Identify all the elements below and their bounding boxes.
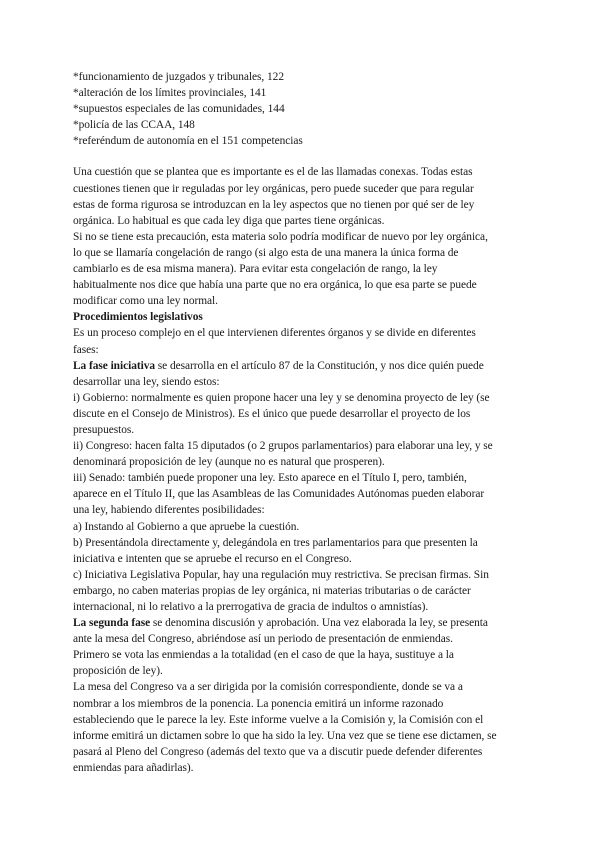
text-line: Una cuestión que se plantea que es importante es el de las llamadas conexas. Todas estas [73,166,473,179]
text-line: fases: [73,343,99,356]
text-line: Si no se tiene esta precaución, esta materia solo podría modificar de nuevo por ley orgánica, [73,230,488,243]
text-line: presupuestos. [73,423,135,436]
text-line: proposición de ley). [73,665,163,678]
text-line: iniciativa e intenten que se apruebe el recurso en el Congreso. [73,552,352,565]
text-line: una ley, habiendo diferentes posibilidades: [73,504,265,517]
list-item: *funcionamiento de juzgados y tribunales, 122 [73,71,284,83]
text-line: estas de forma rigurosa se introduzcan en la ley aspectos que no tienen por qué ser de ley [73,198,475,211]
text-line: denominará proposición de ley (aunque no es natural que prosperen). [73,456,385,469]
text-line [73,358,528,374]
text-line: ante la mesa del Congreso, abriéndose así un periodo de presentación de enmiendas. [73,633,453,646]
list-item: *policía de las CCAA, 148 [73,119,195,132]
text-line: Es un proceso complejo en el que intervienen diferentes órganos y se divide en diferentes [73,327,476,340]
paragraph-conexas [73,164,528,309]
text-line: ii) Congreso: hacen falta 15 diputados (o 2 grupos parlamentarios) para elaborar una ley, y se [73,440,493,453]
paragraph-intro [73,325,528,357]
text-line: orgánica. Lo habitual es que cada ley diga que partes tiene orgánicas. [73,214,385,227]
competencias-list [73,69,528,149]
fase-iniciativa-text: se desarrolla en el artículo 87 de la Constitución, y nos dice quién puede [155,359,484,372]
text-line: lo que se llamaría congelación de rango (si algo esta de una manera la única forma de [73,246,459,259]
fase-iniciativa-label: La fase iniciativa [73,359,155,372]
text-line: aparece en el Título II, que las Asambleas de las Comunidades Autónomas pueden elaborar [73,488,485,501]
text-line: iii) Senado: también puede proponer una ley. Esto aparece en el Título I, pero, también, [73,472,467,485]
text-line: modificar como una ley normal. [73,295,218,308]
text-line: informe emitirá un dictamen sobre lo que ha sido la ley. Una vez que se tiene ese dictamen, se [73,729,497,742]
spacer [73,149,528,164]
text-line: Primero se vota las enmiendas a la totalidad (en el caso de que la haya, sustituye a la [73,649,454,662]
list-item: *referéndum de autonomía en el 151 competencias [73,135,303,148]
text-line: nombrar a los miembros de la ponencia. La ponencia emitirá un informe razonado [73,697,444,710]
text-line: i) Gobierno: normalmente es quien propone hacer una ley y se denomina proyecto de ley (se [73,391,490,404]
document-page [73,69,528,776]
text-line: discute en el Consejo de Ministros). Es el único que puede desarrollar el proyecto de los [73,407,471,420]
text-line: La mesa del Congreso va a ser dirigida por la comisión correspondiente, donde se va a [73,681,463,694]
text-line: pasará al Pleno del Congreso (además del texto que va a discutir puede defender diferentes [73,745,483,758]
section-heading: Procedimientos legislativos [73,311,203,324]
text-line: cambiarlo es de esa misma manera). Para evitar esta congelación de rango, la ley [73,263,438,276]
text-line: c) Iniciativa Legislativa Popular, hay una regulación muy restrictiva. Se precisan firmas. Sin [73,568,489,581]
text-line: estableciendo que le parece la ley. Este informe vuelve a la Comisión y, la Comisión con el [73,713,484,726]
text-line: embargo, no caben materias propias de ley orgánica, ni materias tributarias o de carácter [73,584,471,597]
text-line [73,615,528,631]
text-line: b) Presentándola directamente y, delegándola en tres parlamentarios para que presenten la [73,536,478,549]
text-line: enmiendas para añadirlas). [73,761,194,774]
text-line: cuestiones tienen que ir reguladas por ley orgánicas, pero puede suceder que para regular [73,182,474,195]
paragraph-fase-iniciativa [73,358,528,390]
paragraph-segunda-fase [73,615,528,776]
text-line: a) Instando al Gobierno a que apruebe la cuestión. [73,520,300,533]
list-item: *supuestos especiales de las comunidades, 144 [73,103,285,116]
segunda-fase-label: La segunda fase [73,617,151,630]
segunda-fase-text: se denomina discusión y aprobación. Una vez elaborada la ley, se presenta [150,617,488,630]
text-line: habitualmente nos dice que había una parte que no era orgánica, lo que esa parte se puede [73,279,477,292]
list-item: *alteración de los límites provinciales, 141 [73,87,267,100]
text-line: desarrollar una ley, siendo estos: [73,375,220,388]
text-line: internacional, ni lo relativo a la prerrogativa de gracia de indultos o amnistías). [73,601,429,613]
iniciativa-items [73,390,528,615]
